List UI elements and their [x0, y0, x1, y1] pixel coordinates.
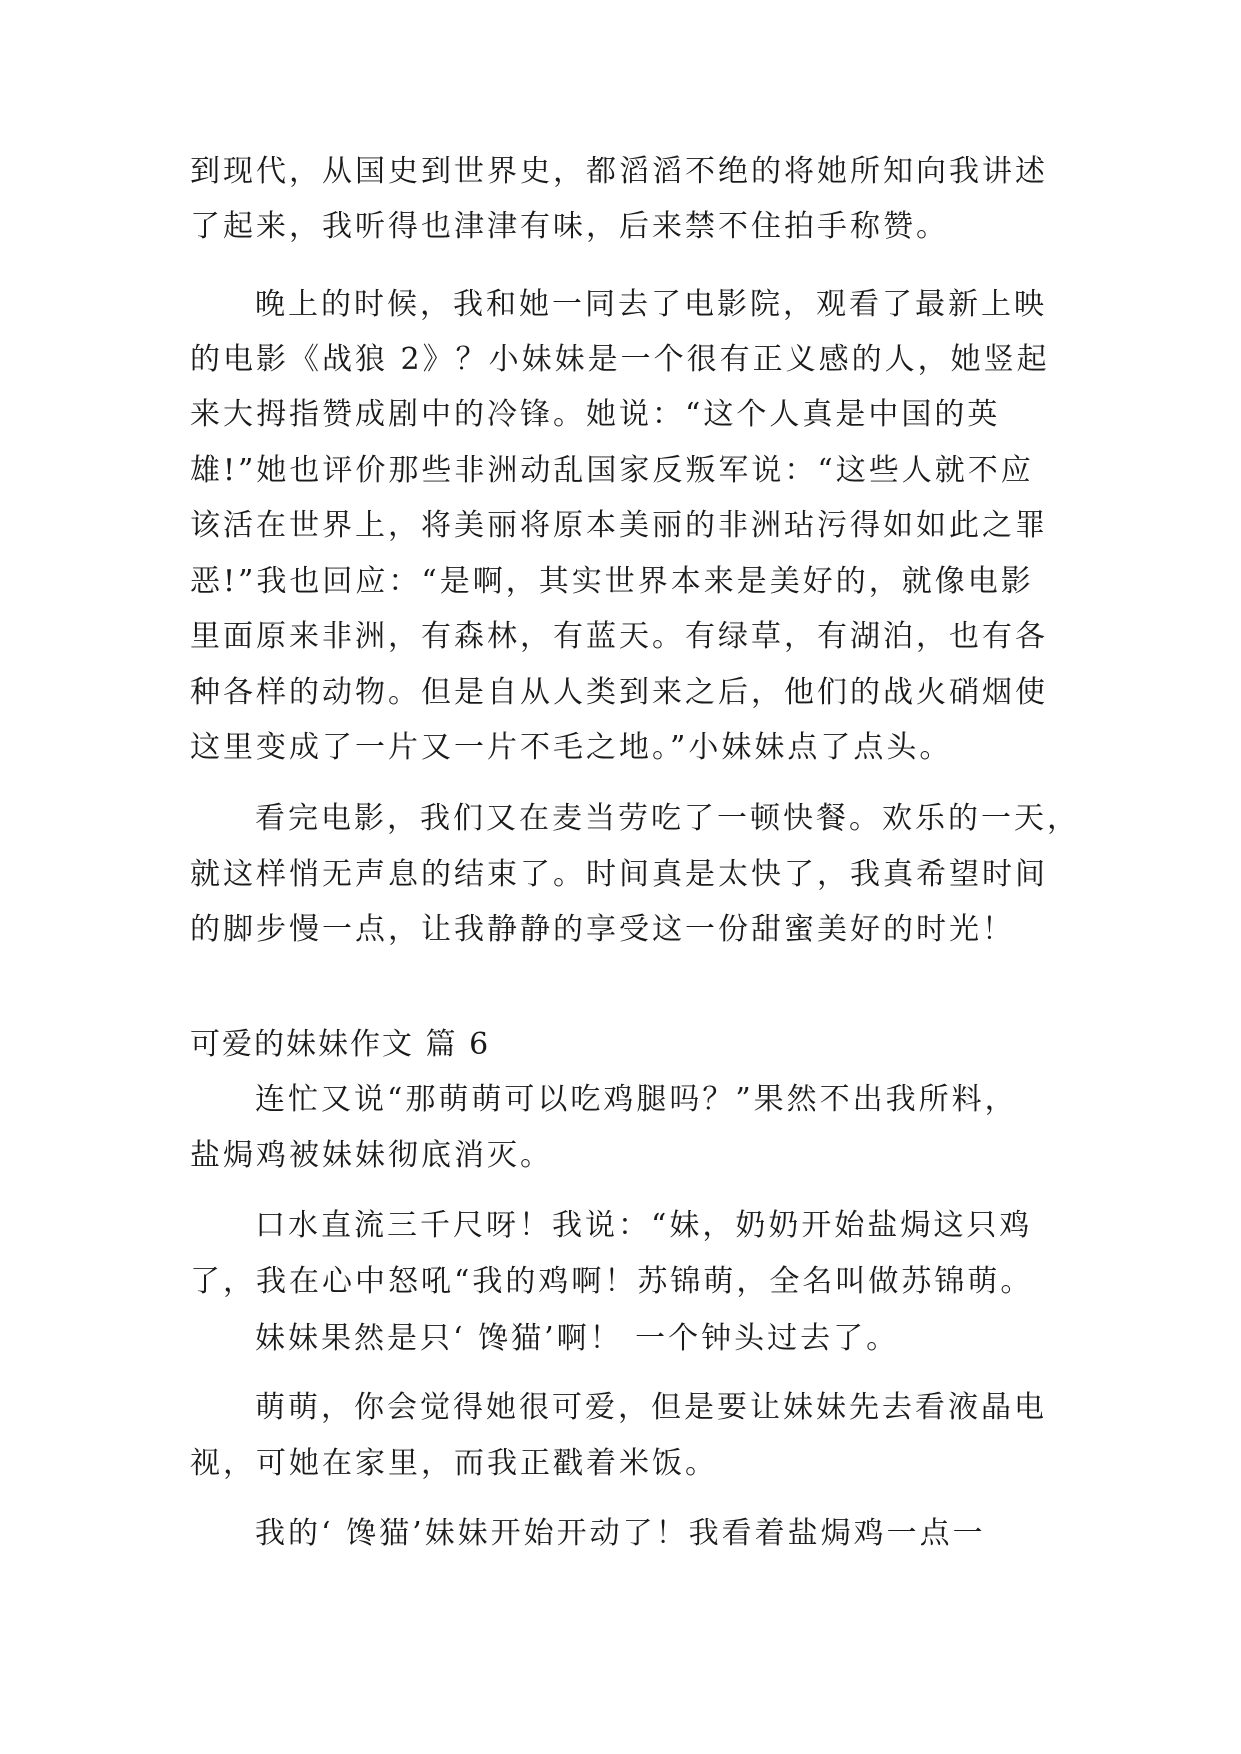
section-title: 可爱的妹妹作文 篇 6	[190, 1027, 491, 1062]
text-line: 种各样的动物。但是自从人类到来之后，他们的战火硝烟使	[190, 675, 1048, 710]
paragraph-start: 萌萌，你会觉得她很可爱，但是要让妹妹先去看液晶电	[255, 1390, 1047, 1425]
paragraph-start: 妹妹果然是只‘ 馋猫’啊！ 一个钟头过去了。	[255, 1321, 900, 1356]
text-line: 盐焗鸡被妹妹彻底消灭。	[190, 1138, 553, 1173]
text-line: 该活在世界上，将美丽将原本美丽的非洲玷污得如如此之罪	[190, 508, 1048, 543]
text-line: 恶!”我也回应：“是啊，其实世界本来是美好的，就像电影	[190, 564, 1034, 599]
paragraph-start: 我的‘ 馋猫’妹妹开始开动了！我看着盐焗鸡一点一	[255, 1516, 986, 1551]
text-line: 视，可她在家里，而我正戳着米饭。	[190, 1446, 718, 1481]
text-line: 到现代，从国史到世界史，都滔滔不绝的将她所知向我讲述	[190, 154, 1048, 189]
text-line: 来大拇指赞成剧中的冷锋。她说：“这个人真是中国的英	[190, 397, 1001, 432]
text-line: 雄!”她也评价那些非洲动乱国家反叛军说：“这些人就不应	[190, 453, 1034, 488]
paragraph-start: 晚上的时候，我和她一同去了电影院，观看了最新上映	[255, 287, 1047, 322]
text-line: 这里变成了一片又一片不毛之地。”小妹妹点了点头。	[190, 730, 953, 765]
text-line: 了起来，我听得也津津有味，后来禁不住拍手称赞。	[190, 209, 949, 244]
paragraph-start: 连忙又说“那萌萌可以吃鸡腿吗？”果然不出我所料，	[255, 1082, 1018, 1117]
text-line: 的电影《战狼 2》？小妹妹是一个很有正义感的人，她竖起	[190, 342, 1050, 377]
text-line: 里面原来非洲，有森林，有蓝天。有绿草，有湖泊，也有各	[190, 619, 1048, 654]
paragraph-start: 口水直流三千尺呀！我说：“妹，奶奶开始盐焗这只鸡	[255, 1208, 1033, 1243]
paragraph-start: 看完电影，我们又在麦当劳吃了一顿快餐。欢乐的一天，	[255, 801, 1080, 836]
text-line: 了，我在心中怒吼“我的鸡啊！苏锦萌，全名叫做苏锦萌。	[190, 1264, 1034, 1299]
text-line: 的脚步慢一点，让我静静的享受这一份甜蜜美好的时光！	[190, 912, 1015, 947]
text-line: 就这样悄无声息的结束了。时间真是太快了，我真希望时间	[190, 857, 1048, 892]
